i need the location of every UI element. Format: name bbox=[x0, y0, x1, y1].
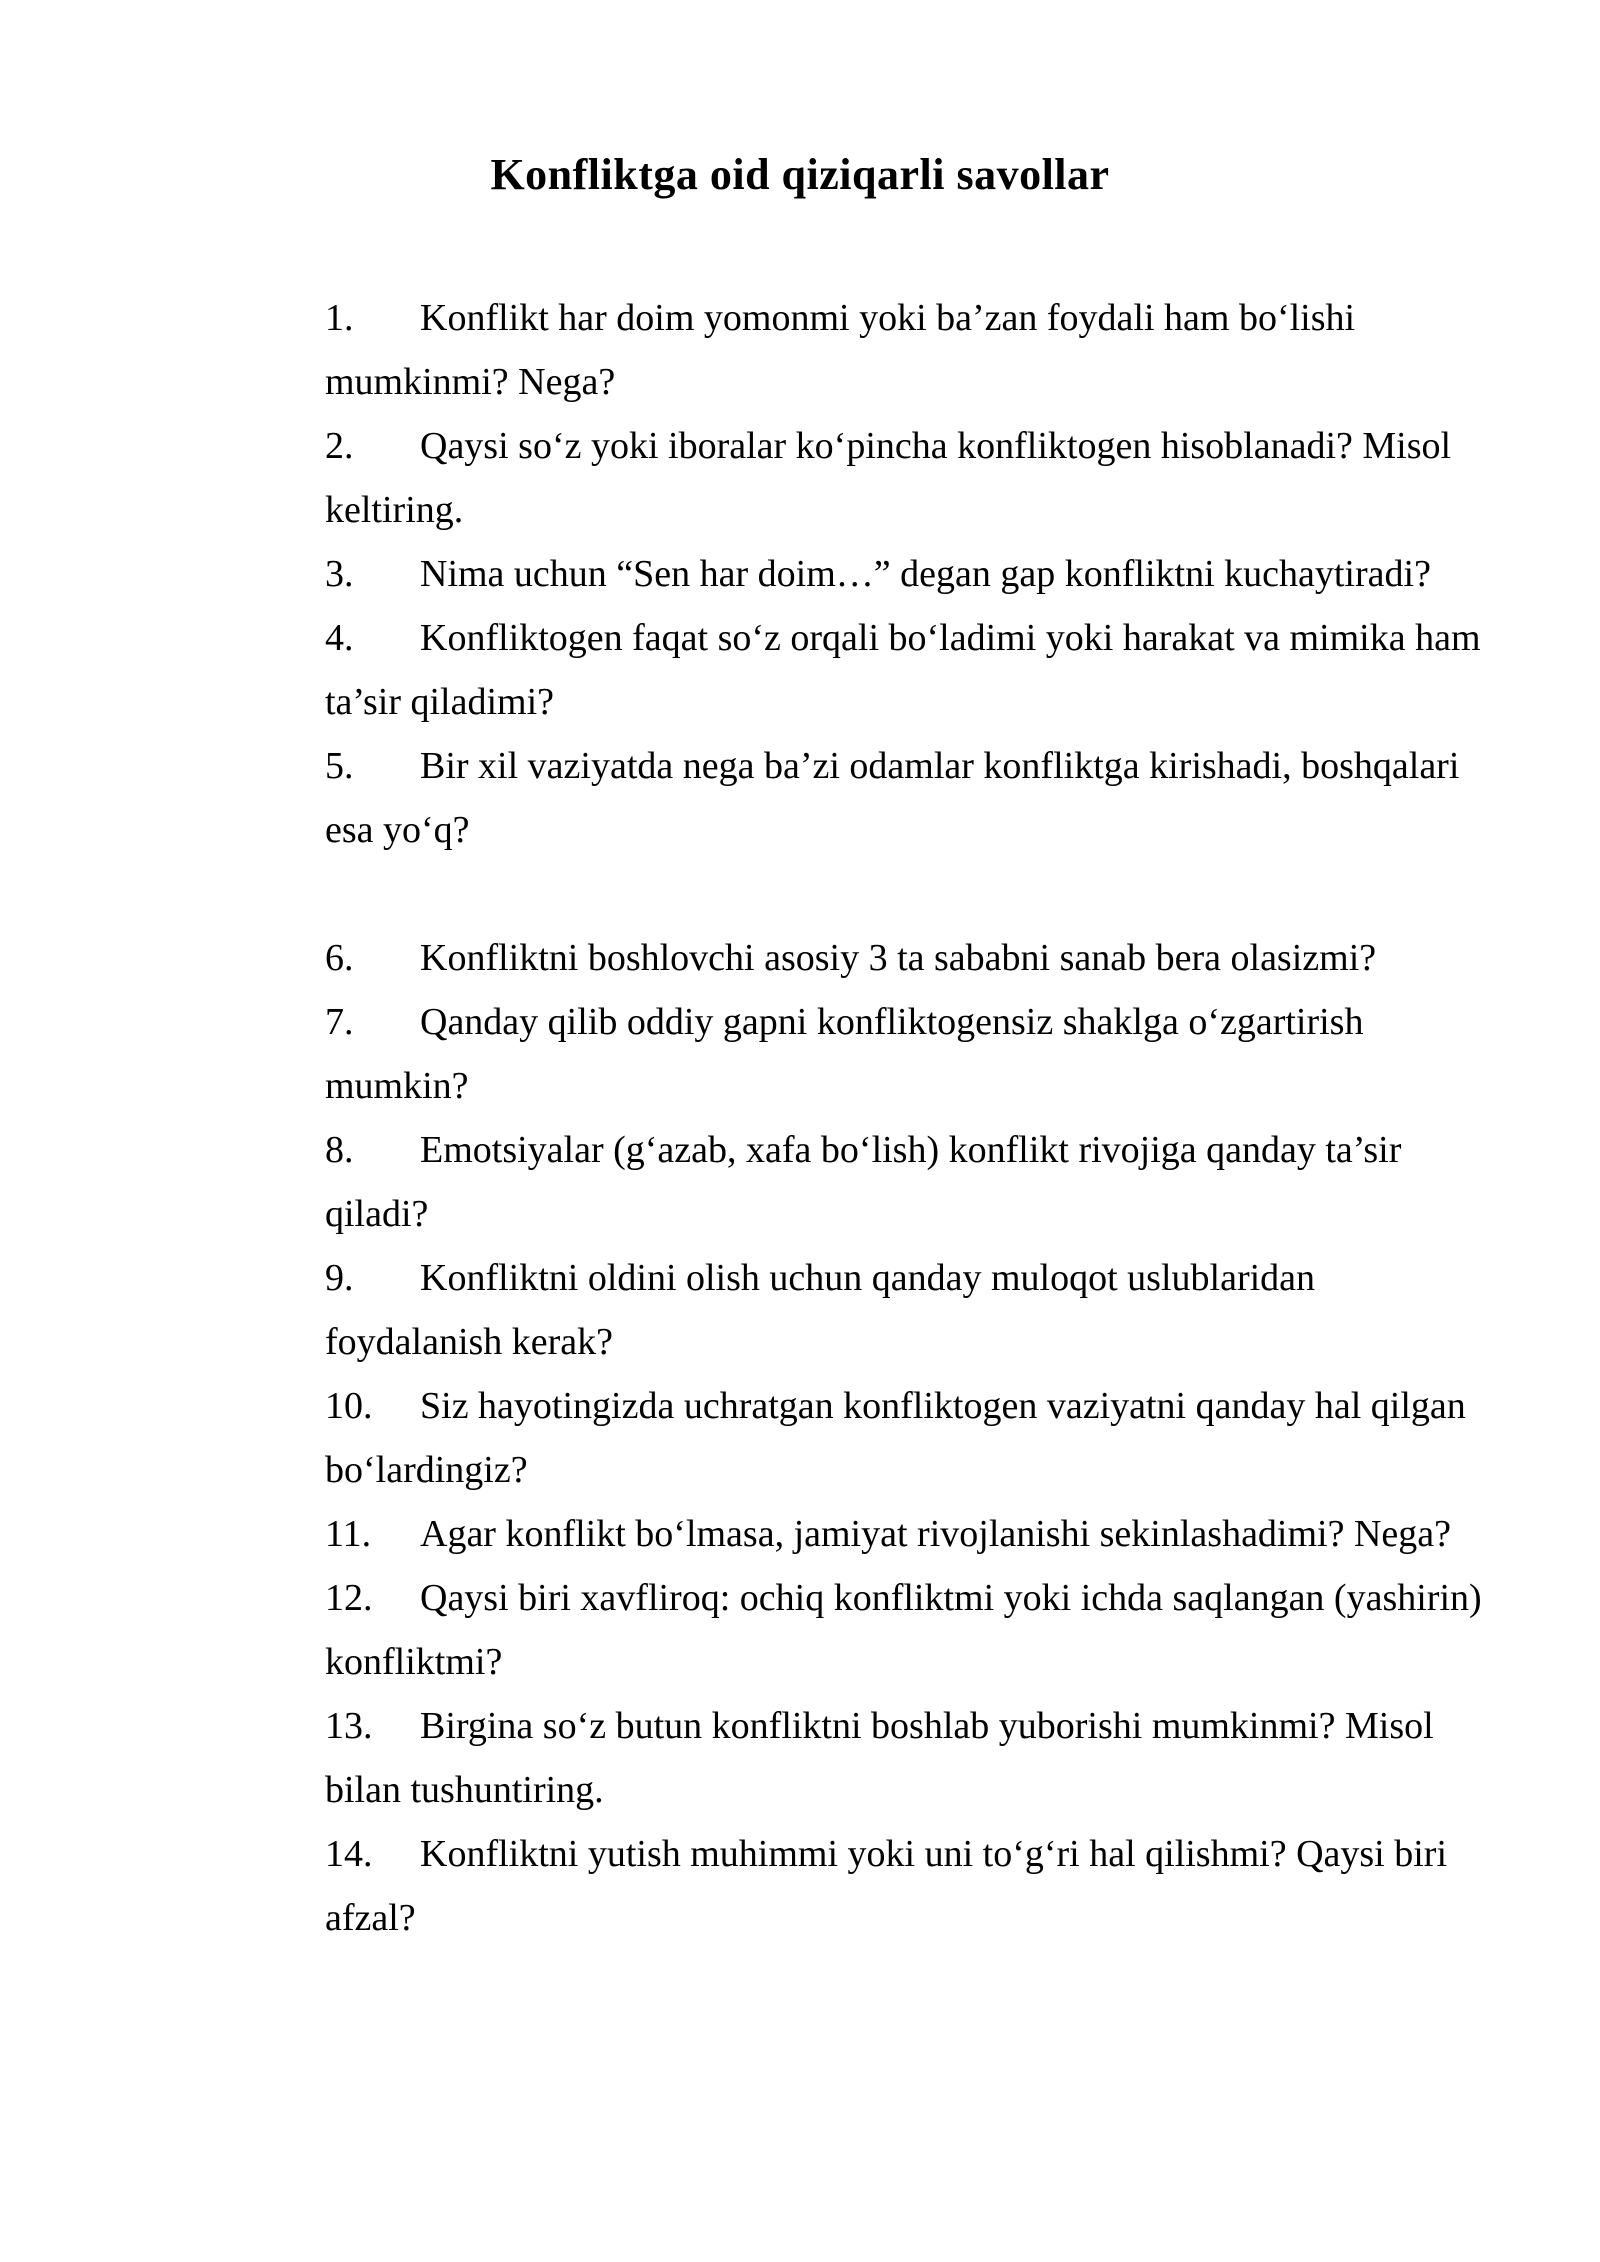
question-line-continued: bo‘lardingiz? bbox=[325, 1449, 528, 1491]
list-number: 7. bbox=[325, 1001, 354, 1043]
list-number: 6. bbox=[325, 937, 354, 979]
question-line bbox=[325, 1374, 1480, 1438]
list-number: 12. bbox=[325, 1577, 373, 1619]
question-text: Konfliktni boshlovchi asosiy 3 ta sababni sanab bera olasizmi? bbox=[420, 937, 1377, 979]
question-line bbox=[325, 606, 1480, 670]
question-line bbox=[325, 414, 1480, 478]
list-number: 8. bbox=[325, 1129, 354, 1171]
question-text: Qaysi so‘z yoki iboralar ko‘pincha konfliktogen hisoblanadi? Misol bbox=[420, 425, 1452, 467]
list-item-6 bbox=[325, 926, 1480, 990]
document-title: Konfliktga oid qiziqarli savollar bbox=[490, 150, 1110, 199]
question-text: Konfliktni yutish muhimmi yoki uni to‘g‘ri hal qilishmi? Qaysi biri bbox=[420, 1833, 1448, 1875]
question-line-continued: mumkinmi? Nega? bbox=[325, 361, 616, 403]
question-text: Konfliktni oldini olish uchun qanday muloqot uslublaridan bbox=[420, 1257, 1316, 1299]
question-text: Qaysi biri xavfliroq: ochiq konfliktmi yoki ichda saqlangan (yashirin) bbox=[420, 1577, 1482, 1619]
question-line-continued: keltiring. bbox=[325, 489, 464, 531]
list-number: 1. bbox=[325, 297, 354, 339]
list-item-14 bbox=[325, 1822, 1480, 1950]
list-item-12 bbox=[325, 1566, 1480, 1694]
list-number: 13. bbox=[325, 1705, 373, 1747]
question-text: Bir xil vaziyatda nega ba’zi odamlar konfliktga kirishadi, boshqalari bbox=[420, 745, 1460, 787]
question-line-continued: ta’sir qiladimi? bbox=[325, 681, 555, 723]
question-line bbox=[325, 1694, 1480, 1758]
question-text: Qanday qilib oddiy gapni konfliktogensiz shaklga o‘zgartirish bbox=[420, 1001, 1364, 1043]
list-number: 10. bbox=[325, 1385, 373, 1427]
question-line bbox=[325, 1246, 1480, 1310]
list-number: 3. bbox=[325, 553, 354, 595]
question-line-continued: mumkin? bbox=[325, 1065, 469, 1107]
list-item-4 bbox=[325, 606, 1480, 734]
list-item-7 bbox=[325, 990, 1480, 1118]
question-line bbox=[325, 1118, 1480, 1182]
list-number: 9. bbox=[325, 1257, 354, 1299]
question-text: Birgina so‘z butun konfliktni boshlab yuborishi mumkinmi? Misol bbox=[420, 1705, 1434, 1747]
question-line bbox=[325, 286, 1480, 350]
list-item-11 bbox=[325, 1502, 1480, 1566]
question-line-continued: konfliktmi? bbox=[325, 1641, 503, 1683]
list-item-1 bbox=[325, 286, 1480, 414]
question-line-continued: esa yo‘q? bbox=[325, 809, 470, 851]
question-line bbox=[325, 1502, 1480, 1566]
list-item-3 bbox=[325, 542, 1480, 606]
question-line-continued: qiladi? bbox=[325, 1193, 429, 1235]
question-line bbox=[325, 734, 1480, 798]
question-line-continued: bilan tushuntiring. bbox=[325, 1769, 604, 1811]
paragraph-spacer bbox=[325, 862, 1480, 926]
list-number: 5. bbox=[325, 745, 354, 787]
question-text: Agar konflikt bo‘lmasa, jamiyat rivojlanishi sekinlashadimi? Nega? bbox=[420, 1513, 1452, 1555]
question-line-continued: afzal? bbox=[325, 1897, 416, 1939]
list-item-8 bbox=[325, 1118, 1480, 1246]
question-line bbox=[325, 990, 1480, 1054]
question-line bbox=[325, 1822, 1480, 1886]
list-item-5 bbox=[325, 734, 1480, 862]
list-number: 11. bbox=[325, 1513, 372, 1555]
list-number: 2. bbox=[325, 425, 354, 467]
question-text: Emotsiyalar (g‘azab, xafa bo‘lish) konflikt rivojiga qanday ta’sir bbox=[420, 1129, 1402, 1171]
question-line bbox=[325, 926, 1480, 990]
question-text: Siz hayotingizda uchratgan konfliktogen vaziyatni qanday hal qilgan bbox=[420, 1385, 1466, 1427]
question-text: Konfliktogen faqat so‘z orqali bo‘ladimi yoki harakat va mimika ham bbox=[420, 617, 1481, 659]
list-item-9 bbox=[325, 1246, 1480, 1374]
question-text: Konflikt har doim yomonmi yoki ba’zan foydali ham bo‘lishi bbox=[420, 297, 1356, 339]
question-line-continued: foydalanish kerak? bbox=[325, 1321, 614, 1363]
question-line bbox=[325, 542, 1480, 606]
list-item-13 bbox=[325, 1694, 1480, 1822]
question-line bbox=[325, 1566, 1480, 1630]
question-text: Nima uchun “Sen har doim…” degan gap konfliktni kuchaytiradi? bbox=[420, 553, 1431, 595]
list-item-2 bbox=[325, 414, 1480, 542]
list-number: 4. bbox=[325, 617, 354, 659]
question-list bbox=[325, 286, 1480, 1950]
list-item-10 bbox=[325, 1374, 1480, 1502]
list-number: 14. bbox=[325, 1833, 373, 1875]
